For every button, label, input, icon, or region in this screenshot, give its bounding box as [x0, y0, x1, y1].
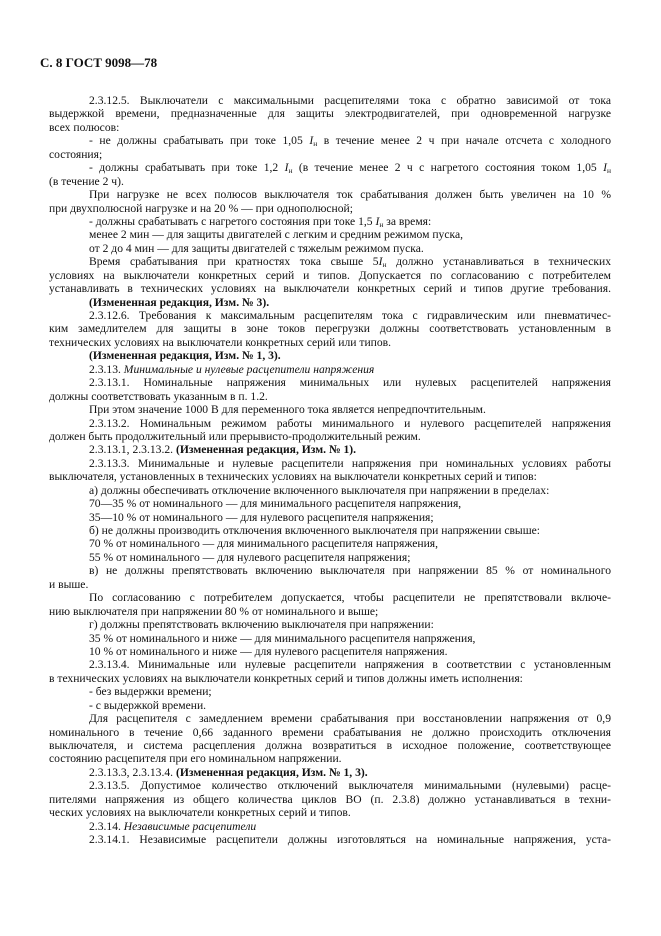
- subscript: н: [313, 139, 318, 148]
- text-segment: номинального в течение 0,66 заданного времени срабатывания не должно происходить отключения: [49, 725, 611, 739]
- text-segment: в течение менее 2 ч при начале отсчета с холодного: [317, 134, 611, 148]
- text-line: [49, 202, 611, 215]
- text-segment: 2.3.13.: [89, 362, 124, 376]
- italic-heading: Независимые расцепители: [123, 819, 257, 833]
- text-line: [49, 820, 611, 833]
- text-line: [49, 349, 611, 362]
- text-segment: По согласованию с потребителем допускается, чтобы расцепители не препятствовали включе-: [89, 591, 611, 605]
- document-body: [49, 94, 611, 847]
- bold-text: (Измененная редакция, Изм. № 1, 3).: [175, 765, 368, 779]
- text-segment: - без выдержки времени;: [89, 685, 212, 699]
- text-segment: 2.3.12.5. Выключатели с максимальными расцепителями тока с обратно зависимой от тока: [89, 94, 611, 107]
- text-line: [49, 605, 611, 618]
- text-line: [49, 511, 611, 524]
- text-line: [49, 417, 611, 430]
- text-line: [49, 215, 611, 228]
- text-segment: нию выключателя при напряжении 80 % от номинального и выше;: [49, 604, 379, 618]
- text-line: [49, 497, 611, 510]
- text-segment: Время срабатывания при кратностях тока свыше 5: [89, 255, 379, 269]
- text-segment: в технических условиях на выключатели конкретных серий и типов должны иметь исполнения:: [49, 671, 523, 685]
- text-line: [49, 148, 611, 161]
- text-line: [49, 752, 611, 765]
- text-line: [49, 242, 611, 255]
- text-segment: а) должны обеспечивать отключение включенного выключателя при напряжении в пределах:: [89, 483, 550, 497]
- text-segment: за время:: [383, 214, 432, 228]
- text-segment: - должны срабатывать при токе 1,2: [89, 161, 285, 175]
- text-line: [49, 726, 611, 739]
- text-segment: 35—10 % от номинального — для нулевого расцепителя напряжения;: [89, 510, 434, 524]
- text-line: [49, 121, 611, 134]
- text-segment: должен быть продолжительный или прерывисто-продолжительный режим.: [49, 429, 421, 443]
- bold-text: (Измененная редакция, Изм. № 3).: [89, 295, 270, 309]
- text-segment: 70—35 % от номинального — для минимального расцепителя напряжения,: [89, 497, 462, 511]
- text-line: [49, 779, 611, 792]
- bold-text: (Измененная редакция, Изм. № 1).: [175, 443, 357, 457]
- text-segment: б) не должны производить отключения включенного выключателя при напряжении свыше:: [89, 524, 541, 537]
- text-line: [49, 390, 611, 403]
- subscript: н: [379, 219, 384, 229]
- text-segment: (в течение менее 2 ч с нагретого состояния током 1,05: [292, 161, 604, 175]
- text-line: [49, 309, 611, 322]
- text-segment: состоянию расцепителя при его номинальном напряжении.: [49, 752, 342, 766]
- text-segment: г) должны препятствовать включению выключателя при напряжении:: [89, 618, 434, 632]
- text-segment: 2.3.13.3, 2.3.13.4.: [89, 765, 176, 779]
- variable-symbol: I: [284, 161, 289, 175]
- text-line: [49, 430, 611, 443]
- text-segment: 35 % от номинального и ниже — для минимального расцепителя напряжения,: [89, 631, 476, 645]
- italic-heading: Минимальные и нулевые расцепители напряжения: [123, 362, 375, 376]
- text-line: [49, 363, 611, 376]
- text-line: [49, 255, 611, 268]
- page-header: С. 8 ГОСТ 9098—78: [40, 55, 158, 70]
- subscript: н: [606, 166, 611, 175]
- text-segment: должны соответствовать указанным в п. 1.2.: [49, 389, 268, 403]
- text-line: [49, 470, 611, 483]
- text-segment: 2.3.13.2. Номинальным режимом работы минимального и нулевого расцепителей напряжения: [89, 416, 611, 430]
- text-line: [49, 175, 611, 188]
- text-segment: - должны срабатывать с нагретого состояния при токе 1,5: [89, 214, 376, 228]
- text-line: [49, 578, 611, 591]
- bold-text: (Измененная редакция, Изм. № 1, 3).: [89, 349, 281, 363]
- text-line: [49, 685, 611, 698]
- text-line: [49, 322, 611, 335]
- text-segment: ким замедлителем для защиты в зоне токов перегрузки должны соответствовать установленным в: [49, 322, 611, 336]
- text-line: [49, 564, 611, 577]
- text-segment: должно устанавливаться в технических: [386, 255, 611, 269]
- text-line: [49, 188, 611, 201]
- text-segment: 2.3.13.3. Минимальные и нулевые расцепители напряжения при номинальных условиях работы: [89, 456, 611, 470]
- text-segment: 2.3.13.5. Допустимое количество отключений выключателя минимальными (нулевыми) расце-: [89, 779, 611, 793]
- text-line: [49, 403, 611, 416]
- text-segment: 2.3.13.4. Минимальные или нулевые расцепители напряжения в соответствии с установленным: [89, 658, 611, 672]
- text-line: [49, 712, 611, 725]
- text-segment: При этом значение 1000 В для переменного тока является непредпочтительным.: [89, 403, 486, 417]
- text-line: [49, 282, 611, 295]
- text-line: [49, 699, 611, 712]
- text-segment: 2.3.14.: [89, 819, 124, 833]
- variable-symbol: I: [309, 134, 314, 148]
- text-segment: 2.3.14.1. Независимые расцепители должны изготовляться на номинальные напряжения, уста-: [89, 833, 611, 847]
- text-line: [49, 632, 611, 645]
- text-segment: устанавливать в технических условиях на выключатели конкретных серий и типов другие требования.: [49, 282, 611, 296]
- variable-symbol: I: [375, 214, 380, 228]
- text-segment: При нагрузке не всех полюсов выключателя ток срабатывания должен быть увеличен на 10 %: [89, 188, 611, 202]
- text-line: [49, 645, 611, 658]
- text-line: [49, 443, 611, 456]
- text-line: [49, 296, 611, 309]
- text-line: [49, 484, 611, 497]
- text-line: [49, 537, 611, 550]
- text-segment: ческих условиях на выключатели конкретных серий и типов.: [49, 806, 351, 820]
- text-line: [49, 269, 611, 282]
- text-segment: 55 % от номинального — для нулевого расцепителя напряжения;: [89, 550, 411, 564]
- text-line: [49, 793, 611, 806]
- text-line: [49, 107, 611, 120]
- text-segment: - с выдержкой времени.: [89, 698, 207, 712]
- text-line: [49, 376, 611, 389]
- text-segment: выключателя, установленных в технических условиях на выключатели конкретных серий и типов:: [49, 470, 537, 484]
- text-segment: технических условиях на выключатели конкретных серий или типов.: [49, 335, 392, 349]
- text-segment: (в течение 2 ч).: [49, 174, 124, 188]
- text-segment: всех полюсов:: [49, 120, 120, 134]
- variable-symbol: I: [603, 161, 607, 175]
- text-line: [49, 94, 611, 107]
- text-segment: 2.3.13.1. Номинальные напряжения минимальных или нулевых расцепителей напряжения: [89, 376, 611, 390]
- text-segment: при двухполюсной нагрузке и на 20 % — при однополюсной;: [49, 201, 353, 215]
- text-line: [49, 833, 611, 846]
- text-line: [49, 524, 611, 537]
- text-line: [49, 658, 611, 671]
- text-line: [49, 618, 611, 631]
- subscript: н: [382, 260, 387, 269]
- text-segment: состояния;: [49, 147, 103, 161]
- variable-symbol: I: [378, 255, 383, 269]
- text-segment: выдержкой времени, предназначенные для защиты электродвигателей, при одновременной нагрузке: [49, 107, 611, 121]
- text-line: [49, 134, 611, 147]
- text-line: [49, 228, 611, 241]
- text-segment: выключателя, и система расцепления должна возвратиться в исходное положение, соответствующее: [49, 739, 611, 752]
- text-segment: в) не должны препятствовать включению выключателя при напряжении 85 % от номинального: [89, 564, 611, 578]
- text-line: [49, 591, 611, 604]
- text-segment: Для расцепителя с замедлением времени срабатывания при восстановлении напряжения от 0,9: [89, 712, 611, 726]
- text-line: [49, 806, 611, 819]
- text-segment: пителями напряжения из общего количества циклов ВО (п. 2.3.8) должно устанавливаться в техни-: [49, 792, 611, 806]
- text-segment: 70 % от номинального — для минимального расцепителя напряжения,: [89, 537, 439, 551]
- text-line: [49, 161, 611, 174]
- text-segment: 10 % от номинального и ниже — для нулевого расцепителя напряжения.: [89, 644, 448, 658]
- text-line: [49, 551, 611, 564]
- text-line: [49, 336, 611, 349]
- text-segment: 2.3.13.1, 2.3.13.2.: [89, 443, 176, 457]
- text-segment: - не должны срабатывать при токе 1,05: [89, 134, 310, 148]
- text-line: [49, 457, 611, 470]
- text-line: [49, 739, 611, 752]
- subscript: н: [288, 166, 293, 175]
- text-segment: менее 2 мин — для защиты двигателей с легким и средним режимом пуска,: [89, 228, 463, 242]
- text-segment: 2.3.12.6. Требования к максимальным расцепителям тока с гидравлическим или пневматичес-: [89, 309, 611, 322]
- text-line: [49, 766, 611, 779]
- text-line: [49, 672, 611, 685]
- text-segment: условиях на выключатели конкретных серий и типов. Допускается по согласованию с потребителем: [49, 268, 611, 282]
- text-segment: от 2 до 4 мин — для защиты двигателей с тяжелым режимом пуска.: [89, 241, 424, 255]
- text-segment: и выше.: [49, 577, 89, 591]
